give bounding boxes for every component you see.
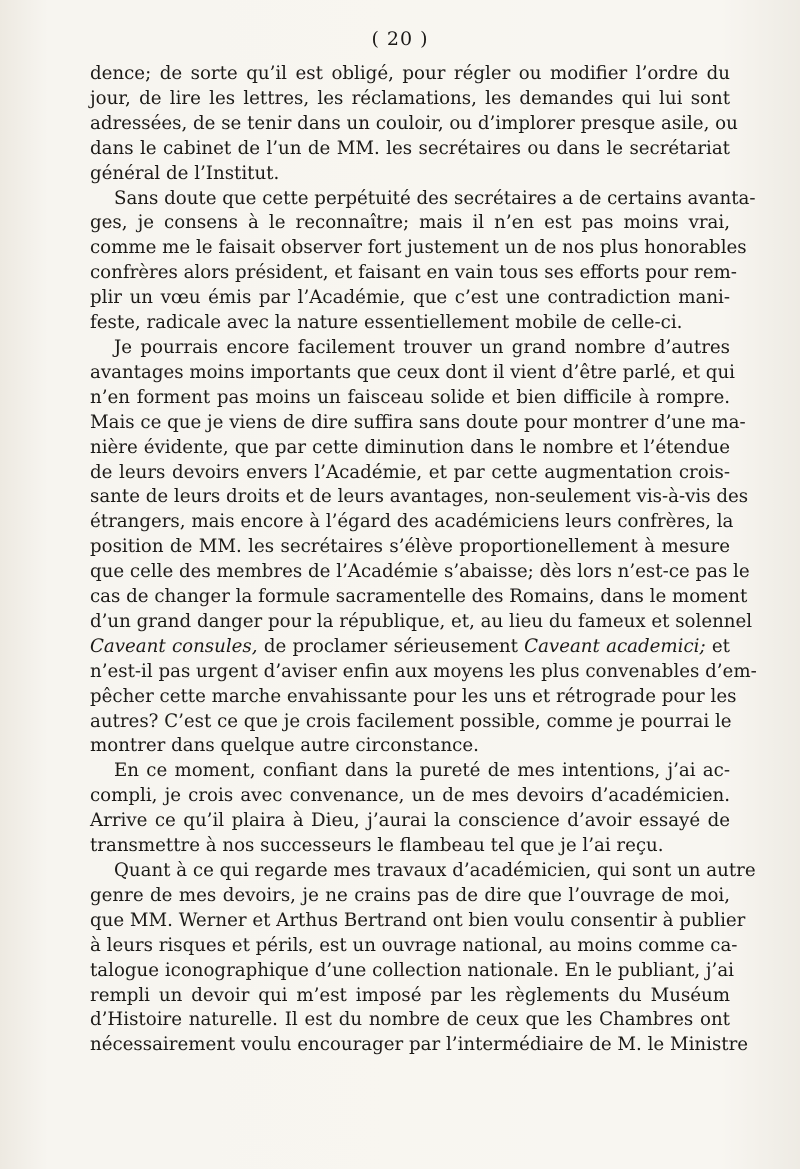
text-line: jour, de lire les lettres, les réclamations, les demandes qui lui sont xyxy=(90,87,730,109)
text-line: de leurs devoirs envers l’Académie, et par cette augmentation crois- xyxy=(90,461,730,483)
text-line: n’est-il pas urgent d’aviser enfin aux moyens les plus convenables d’em- xyxy=(90,660,757,682)
text-line: n’en forment pas moins un faisceau solide et bien difficile à rompre. xyxy=(90,386,730,408)
text-line: talogue iconographique d’une collection nationale. En le publiant, j’ai xyxy=(90,959,734,981)
text-line: dans le cabinet de l’un de MM. les secrétaires ou dans le secrétariat xyxy=(90,137,730,159)
text-line: dence; de sorte qu’il est obligé, pour régler ou modifier l’ordre du xyxy=(90,63,730,84)
text-line: d’un grand danger pour la république, et, au lieu du fameux et solennel xyxy=(90,610,753,632)
text-line: nière évidente, que par cette diminution dans le nombre et l’étendue xyxy=(90,436,730,458)
text-line: feste, radicale avec la nature essentiellement mobile de celle-ci. xyxy=(90,312,683,334)
paragraph xyxy=(90,759,730,859)
page-number: ( 20 ) xyxy=(371,28,429,50)
text-line: général de l’Institut. xyxy=(90,162,280,184)
text-line: adressées, de se tenir dans un couloir, ou d’implorer presque asile, ou xyxy=(90,112,738,134)
text-line: montrer dans quelque autre circonstance. xyxy=(90,735,479,757)
text-line: autres? C’est ce que je crois facilement possible, comme je pourrai le xyxy=(90,710,732,732)
paragraph xyxy=(90,859,756,1058)
text-line: position de MM. les secrétaires s’élève proportionellement à mesure xyxy=(90,536,730,558)
text-line: à leurs risques et périls, est un ouvrage national, au moins comme ca- xyxy=(90,934,738,956)
body-text xyxy=(90,62,757,1058)
paragraph xyxy=(90,187,756,336)
italic-latin-phrase: Caveant academici; xyxy=(524,635,706,657)
text-line: avantages moins importants que ceux dont il vient d’être parlé, et qui xyxy=(90,361,735,383)
text-line: cas de changer la formule sacramentelle des Romains, dans le moment xyxy=(90,586,748,608)
text-line: Arrive ce qu’il plaira à Dieu, j’aurai la conscience d’avoir essayé de xyxy=(90,810,730,832)
text-line: étrangers, mais encore à l’égard des académiciens leurs confrères, la xyxy=(90,511,734,533)
text-line: Mais ce que je viens de dire suffira sans doute pour montrer d’une ma- xyxy=(90,411,746,433)
text-line: confrères alors président, et faisant en vain tous ses efforts pour rem- xyxy=(90,262,737,284)
text-line: plir un vœu émis par l’Académie, que c’est une contradiction mani- xyxy=(90,287,730,309)
text-line: compli, je crois avec convenance, un de mes devoirs d’académicien. xyxy=(90,785,730,807)
text-line: sante de leurs droits et de leurs avantages, non-seulement vis-à-vis des xyxy=(90,486,749,508)
text-line: comme me le faisait observer fort justement un de nos plus honorables xyxy=(90,237,747,259)
text-line: ges, je consens à le reconnaître; mais il n’en est pas moins vrai, xyxy=(90,212,730,234)
text-line: genre de mes devoirs, je ne crains pas de dire que l’ouvrage de moi, xyxy=(90,884,730,906)
italic-latin-phrase: Caveant consules, xyxy=(90,635,258,657)
text-line: d’Histoire naturelle. Il est du nombre de ceux que les Chambres ont xyxy=(90,1009,730,1031)
text-line: que MM. Werner et Arthus Bertrand ont bien voulu consentir à publier xyxy=(90,909,746,931)
text-line-italic-mixed: Caveant consules, de proclamer sérieusement Caveant academici; et xyxy=(90,635,730,657)
text-line: Je pourrais encore facilement trouver un grand nombre d’autres xyxy=(114,336,730,358)
text-line: nécessairement voulu encourager par l’intermédiaire de M. le Ministre xyxy=(90,1034,749,1056)
paragraph xyxy=(90,62,738,187)
text-line: rempli un devoir qui m’est imposé par les règlements du Muséum xyxy=(90,984,730,1006)
text-line: que celle des membres de l’Académie s’abaisse; dès lors n’est-ce pas le xyxy=(90,561,750,583)
text-line: Sans doute que cette perpétuité des secrétaires a de certains avanta- xyxy=(114,187,756,209)
text-line: pêcher cette marche envahissante pour les uns et rétrograde pour les xyxy=(90,685,737,707)
text-line: Quant à ce qui regarde mes travaux d’académicien, qui sont un autre xyxy=(114,860,756,881)
text-line: En ce moment, confiant dans la pureté de mes intentions, j’ai ac- xyxy=(114,760,730,782)
paragraph xyxy=(90,336,757,759)
text-line: transmettre à nos successeurs le flambeau tel que je l’ai reçu. xyxy=(90,835,664,857)
